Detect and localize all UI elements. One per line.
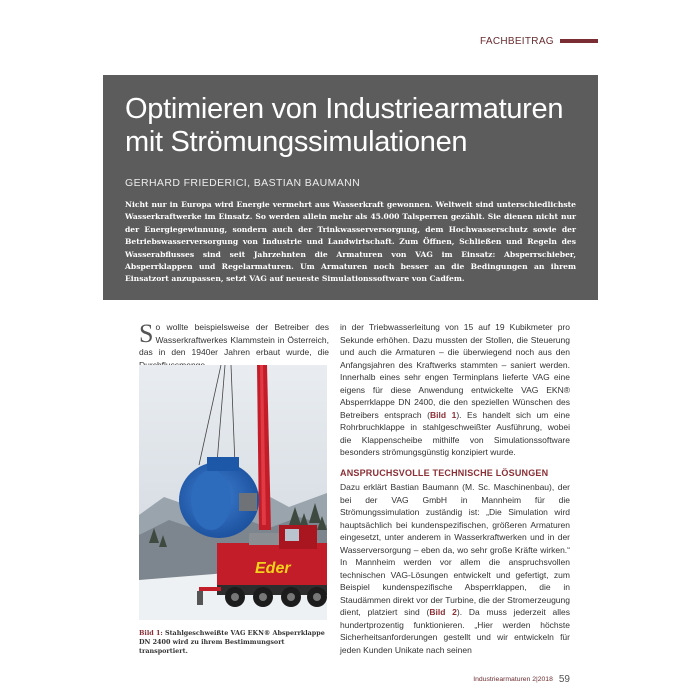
title-block <box>103 75 598 300</box>
body-column-left <box>139 321 329 371</box>
figure-1-caption <box>139 629 331 656</box>
paragraph-1-text-a: in der Triebwasserleitung von 15 auf 19 Kubikmeter pro Sekunde erhöhen. Dazu mussten der Stollen, die Steuerung und auch die Armaturen – die überwiegend noch aus den Anfangsjahren des Kraftwerks stammten – saniert werden. Innerhalb eines sehr engen Terminplans lieferte VAG eine eigens für diese Anwendung entwickelte VAG EKN® Absperrklappe DN 2400, die den speziellen Wünschen des Betreibers entsprach ( <box>340 322 570 420</box>
paragraph-2 <box>340 481 570 656</box>
intro-text: o wollte beispielsweise der Betreiber des Wasserkraftwerkes Klammstein in Österreich, das in den 1940er Jahren erbaut wurde, die <box>139 322 329 357</box>
figure-1-photo <box>139 365 327 620</box>
section-label <box>480 34 598 48</box>
paragraph-2-text-a: Dazu erklärt Bastian Baumann (M. Sc. Maschinenbau), der bei der VAG GmbH in Mannheim für die Strömungssimulation zuständig ist: „Die Simulation wird hauptsächlich bei kundenspezifischen, größeren Armaturen eingesetzt, unter anderem in Wasserkraftwerken und in der Wasserversorgung – eben da, wo sehr große Kräfte wirken.“ In Mannheim werden vor allem die anspruchsvollen technischen VAG-Lösungen entwickelt und gefertigt, zum Beispiel kundenspezifische Absperrklappen, die in Staudämmen direkt vor der Turbine, die der Stromerzeugung dient, platziert sind ( <box>340 482 570 617</box>
page-number: 59 <box>558 673 570 685</box>
paragraph-1 <box>340 321 570 459</box>
article-title-line2: mit Strömungssimulationen <box>125 126 468 158</box>
paragraph-1-text-b: ). Es handelt sich um eine Rohrbruchklappe in stahlgeschweißter Ausführung, wobei die Klappenscheibe mithilfe von Simulationssoftware besonders strömungsgünstig konzipiert wurde. <box>340 409 570 457</box>
caption-text: Stahlgeschweißte VAG EKN® Absperrklappe DN 2400 wird zu ihrem Bestimmungsort transportiert. <box>139 629 325 655</box>
intro-paragraph <box>139 321 329 371</box>
page-footer <box>460 672 570 686</box>
section-label-text: FACHBEITRAG <box>480 35 554 47</box>
caption-label: Bild 1: <box>139 629 163 637</box>
section-label-bar <box>560 39 598 43</box>
figure-ref-2: Bild 2 <box>429 607 457 617</box>
paragraph-2-text-b: ). Da muss jederzeit alles hundertprozentig funktionieren. „Hier werden höchste Sicherheitsanforderungen gestellt und wir entwickeln für jeden Kunden Unikate nach seinen <box>340 607 570 655</box>
body-column-right <box>340 321 570 656</box>
article-authors: GERHARD FRIEDERICI, BASTIAN BAUMANN <box>125 177 361 189</box>
article-lead: Nicht nur in Europa wird Energie vermehrt aus Wasserkraft gewonnen. Weltweit sind unterschiedlichste Wasserkraftwerke im Einsatz. So werden allein mehr als 45.000 Talsperren gezählt. Sie dienen nicht nur der Energiegewinnung, sondern auch der Trinkwasserversorgung, dem Hochwasserschutz sowie der Betriebswasserversorgung von Industrie und Landwirtschaft. Zum Öffnen, Schließen und Regeln des Wasserabflusses sind seit Jahrzehnten die Armaturen von VAG im Einsatz: Absperrschieber, Absperrklappen und Regelarmaturen. Um Armaturen noch besser an die Bedingungen an ihrem Einsatzort anzupassen, setzt VAG auf neueste Simulationssoftware von Cadfem. <box>125 200 576 284</box>
crane-brand-text: Eder <box>255 560 291 577</box>
article-title-line1: Optimieren von Industriearmaturen <box>125 93 564 125</box>
figure-ref-1: Bild 1 <box>429 409 457 420</box>
crane-photo-illustration <box>139 365 327 620</box>
drop-cap: S <box>139 319 154 348</box>
subheading: ANSPRUCHSVOLLE TECHNISCHE LÖSUNGEN <box>340 467 549 478</box>
article-title <box>125 93 576 159</box>
journal-name: Industriearmaturen 2|2018 <box>473 675 553 683</box>
